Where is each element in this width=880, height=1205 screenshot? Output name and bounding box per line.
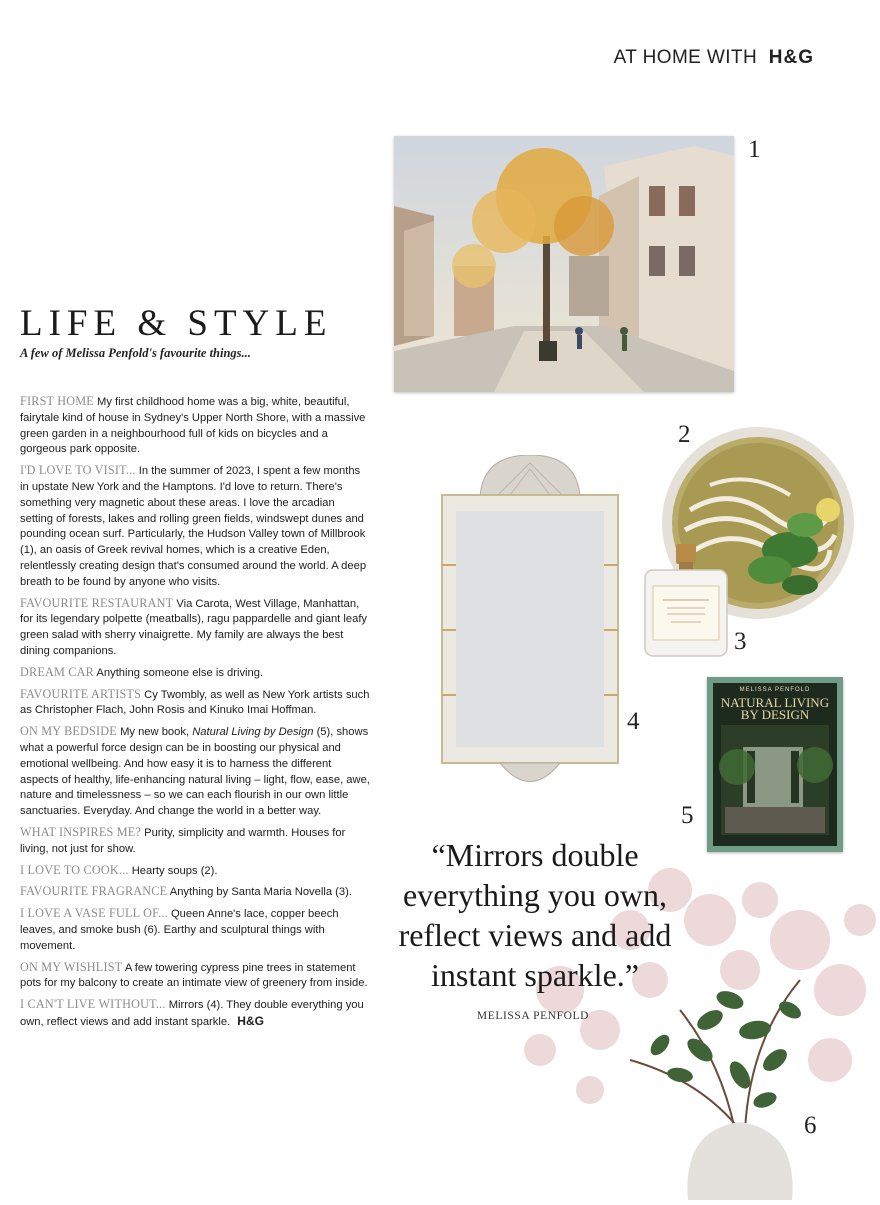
item-number-1: 1 xyxy=(748,136,761,163)
book-title-line-1: NATURAL LIVING xyxy=(720,695,830,710)
entry-text: In the summer of 2023, I spent a few months in upstate New York and the Hamptons. I'd love to return. There's something very magnetic about these areas. I love the arcadian setting of forests, lakes and rolling green fields, windswept dunes and pounding ocean surf. Particularly, the Hudson Valley town of Millbrook (1), an oasis of Greek revival homes, which is a creative Eden, relentlessly creating design that's consumed around the world. A deep breath to be found by anyone who visits. xyxy=(20,465,367,588)
entry-text: A few towering cypress pine trees in statement pots for my balcony to create an intimate view of greenery from inside. xyxy=(20,961,368,990)
entry-text: Anything by Santa Maria Novella (3). xyxy=(169,886,352,899)
brand-logo: H&G xyxy=(768,47,814,68)
entry-label: DREAM CAR xyxy=(20,664,94,679)
entry-text: Queen Anne's lace, copper beech leaves, and smoke bush (6). Earthy and sculptural things with movement. xyxy=(20,908,339,952)
entry-label: I LOVE TO COOK... xyxy=(20,862,129,877)
entry-text: Anything someone else is driving. xyxy=(96,666,264,679)
street-scene-painting xyxy=(394,136,734,392)
entry-love-to-visit xyxy=(20,463,370,590)
entry-label: FIRST HOME xyxy=(20,394,94,408)
painting-image xyxy=(394,136,734,392)
article-body xyxy=(20,394,370,1036)
fragrance-bottle-image xyxy=(643,542,729,658)
book-title-ref: Natural Living by Design xyxy=(192,726,314,739)
entry-label: ON MY BEDSIDE xyxy=(20,724,117,739)
entry-label: FAVOURITE RESTAURANT xyxy=(20,595,174,610)
section-label: AT HOME WITH xyxy=(613,47,758,68)
entry-wishlist xyxy=(20,960,370,993)
entry-text: (5), shows what a powerful force design can be in boosting our physical and emotional wellbeing. And how easy it is to harness the different aspects of healthy, life-enhancing natural living – light, flow, ease, awe, nature and timelessness – so we can each flourish in our own little sanctuaries. Everyday. And change the world in a better way. xyxy=(20,726,370,818)
item-number-5: 5 xyxy=(681,802,694,829)
book-title-line-2: BY DESIGN xyxy=(740,707,810,722)
entry-text: Mirrors (4). They double everything you own, reflect views and add instant sparkle. xyxy=(20,999,364,1028)
item-number-2: 2 xyxy=(678,421,691,448)
entry-vase xyxy=(20,906,370,954)
entry-text: Cy Twombly, as well as New York artists such as Christopher Flach, John Rosis and Kinuko Imai Hoffman. xyxy=(20,688,370,717)
mirror-image xyxy=(438,455,622,795)
entry-love-to-cook xyxy=(20,863,370,880)
page-title: LIFE & STYLE xyxy=(20,303,333,344)
entry-text: My new book, xyxy=(120,726,190,739)
page-subtitle: A few of Melissa Penfold's favourite things... xyxy=(20,346,251,360)
entry-label: FAVOURITE FRAGRANCE xyxy=(20,884,168,899)
item-number-3: 3 xyxy=(734,628,747,655)
entry-label: I CAN'T LIVE WITHOUT... xyxy=(20,997,166,1012)
entry-on-my-bedside xyxy=(20,724,370,820)
entry-cant-live-without xyxy=(20,997,370,1031)
end-sign-logo: H&G xyxy=(237,1013,264,1028)
section-header xyxy=(614,47,814,69)
pull-quote-author: MELISSA PENFOLD xyxy=(476,1010,590,1022)
fragrance-bottle-illustration xyxy=(643,542,729,658)
book-cover-image xyxy=(707,677,843,852)
book-title xyxy=(707,697,843,721)
entry-label: I'D LOVE TO VISIT... xyxy=(20,463,136,478)
entry-label: WHAT INSPIRES ME? xyxy=(20,824,141,839)
entry-text: Via Carota, West Village, Manhattan, for its legendary polpette (meatballs), ragu pappardelle and giant leafy green salad with sherry vinaigrette. My family are always the best dining companions. xyxy=(20,597,368,657)
entry-text: My first childhood home was a big, white, beautiful, fairytale kind of house in Sydney's Upper North Shore, with a massive green garden in a neighbourhood full of kids on bicycles and a gorgeous park opposite. xyxy=(20,396,366,456)
entry-label: I LOVE A VASE FULL OF... xyxy=(20,906,168,921)
entry-label: ON MY WISHLIST xyxy=(20,959,123,974)
entry-label: FAVOURITE ARTISTS xyxy=(20,686,142,701)
entry-what-inspires-me xyxy=(20,825,370,858)
mirror-illustration xyxy=(438,455,622,795)
pull-quote: “Mirrors double everything you own, reflect views and add instant sparkle.” xyxy=(398,837,672,993)
entry-dream-car xyxy=(20,665,370,682)
entry-favourite-artists xyxy=(20,687,370,720)
entry-first-home xyxy=(20,394,370,458)
entry-favourite-fragrance xyxy=(20,884,370,901)
book-author: MELISSA PENFOLD xyxy=(739,687,811,693)
entry-text: Hearty soups (2). xyxy=(131,864,218,877)
entry-favourite-restaurant xyxy=(20,596,370,660)
entry-text: Purity, simplicity and warmth. Houses for living, not just for show. xyxy=(20,826,346,855)
item-number-6: 6 xyxy=(804,1112,817,1139)
item-number-4: 4 xyxy=(627,708,640,735)
